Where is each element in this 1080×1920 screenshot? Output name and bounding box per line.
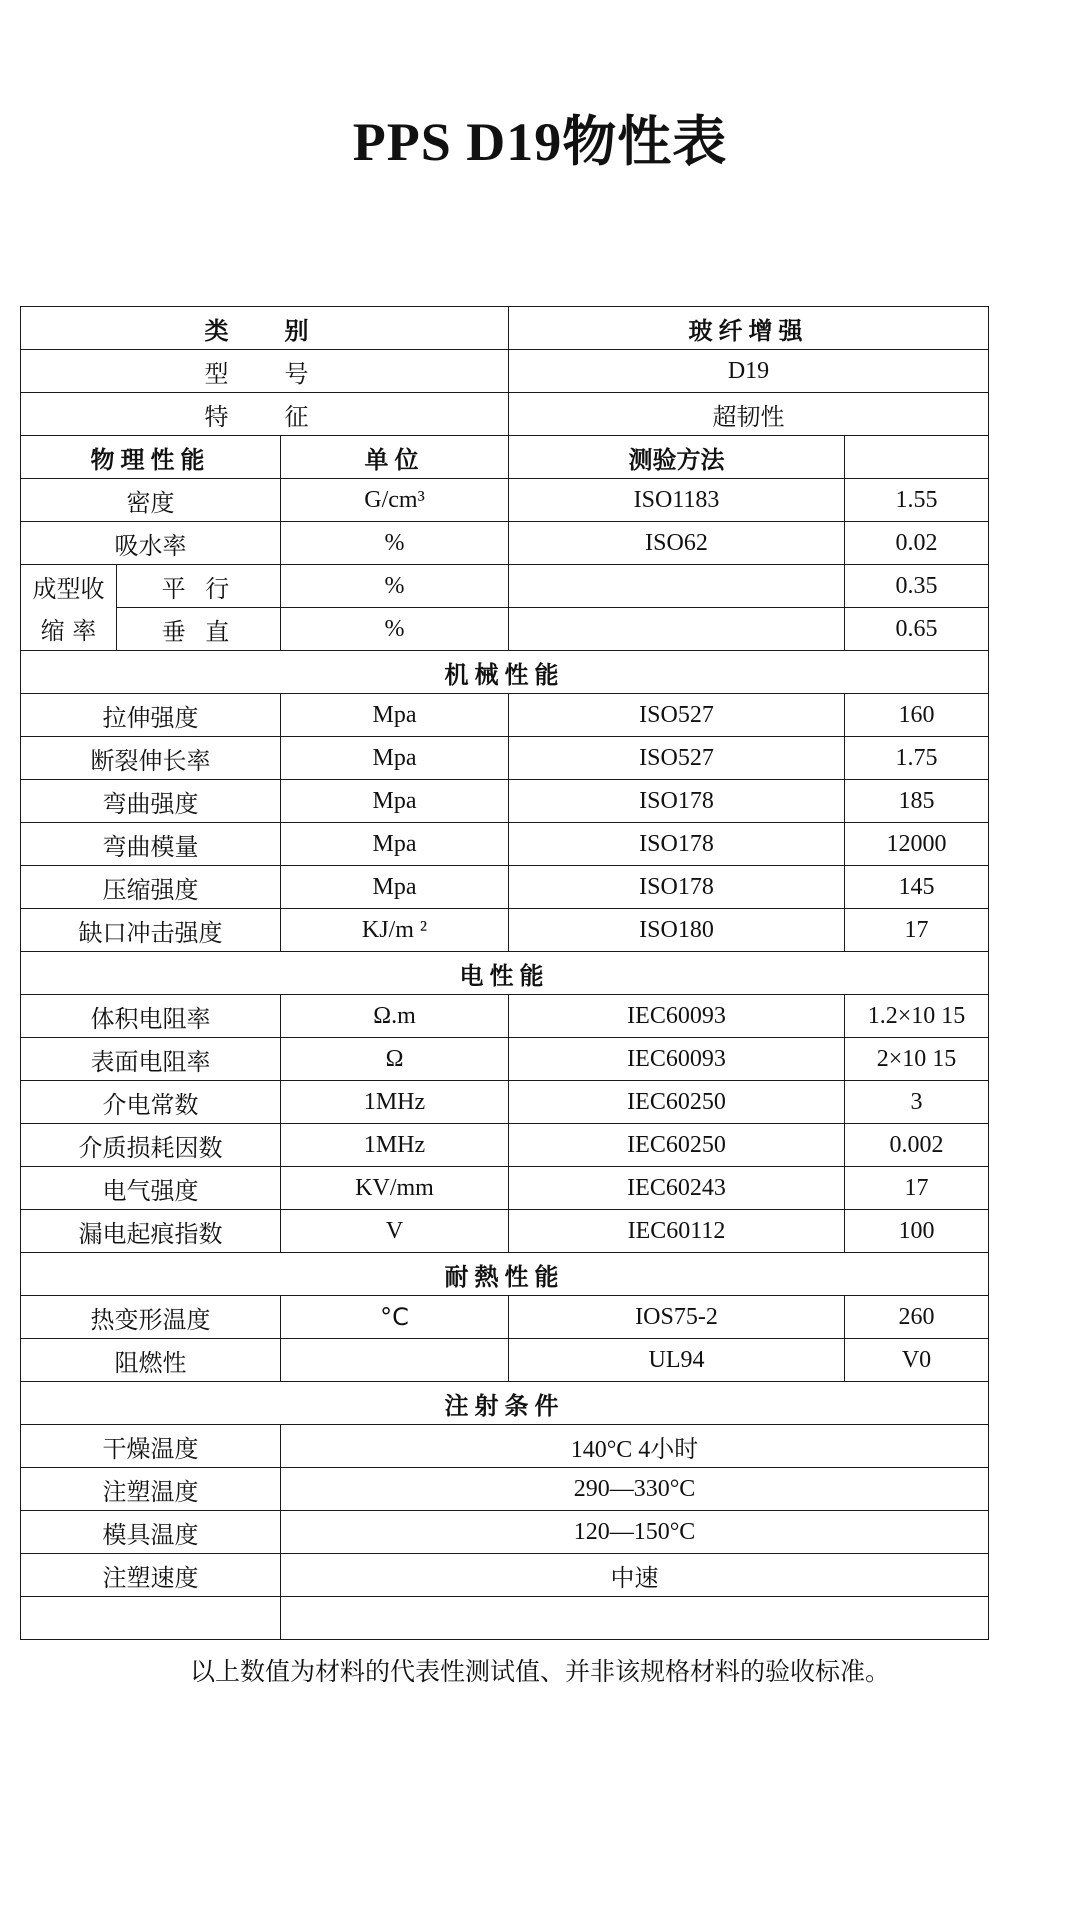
table-row [21,1339,989,1382]
property-name: 平 行 [117,565,281,608]
property-method: UL94 [509,1339,845,1382]
property-method: IOS75-2 [509,1296,845,1339]
property-value: 0.002 [845,1124,989,1167]
property-method: IEC60250 [509,1124,845,1167]
property-method: ISO527 [509,694,845,737]
property-name: 拉伸强度 [21,694,281,737]
property-name: 断裂伸长率 [21,737,281,780]
property-value: V0 [845,1339,989,1382]
table-row [21,608,989,651]
section-title-injection: 注射条件 [21,1382,989,1425]
condition-value: 290—330°C [281,1468,989,1511]
table-row [21,1124,989,1167]
table-row [21,1425,989,1468]
property-name: 阻燃性 [21,1339,281,1382]
model-value: D19 [509,350,989,393]
column-header-property: 物理性能 [21,436,281,479]
property-value: 0.65 [845,608,989,651]
model-label: 型 号 [21,350,509,393]
property-unit: Mpa [281,737,509,780]
property-name: 表面电阻率 [21,1038,281,1081]
property-unit: KV/mm [281,1167,509,1210]
table-row [21,737,989,780]
property-name: 缺口冲击强度 [21,909,281,952]
column-header-value [845,436,989,479]
property-method: ISO178 [509,866,845,909]
property-unit: °C [281,1296,509,1339]
section-title-mechanical: 机械性能 [21,651,989,694]
property-value: 145 [845,866,989,909]
page-title: PPS D19物性表 [352,112,728,172]
property-name: 弯曲模量 [21,823,281,866]
property-unit: G/cm³ [281,479,509,522]
property-value: 17 [845,1167,989,1210]
condition-name: 模具温度 [21,1511,281,1554]
feature-row [21,393,989,436]
property-unit: Mpa [281,694,509,737]
property-name: 介质损耗因数 [21,1124,281,1167]
property-name: 介电常数 [21,1081,281,1124]
category-row [21,307,989,350]
property-unit: % [281,565,509,608]
table-row [21,1081,989,1124]
section-row [21,1382,989,1425]
table-row [21,1210,989,1253]
table-row [21,1038,989,1081]
property-method: ISO178 [509,780,845,823]
condition-value: 中速 [281,1554,989,1597]
shrinkage-label-line-2: 缩 率 [21,608,117,651]
table-row [21,565,989,608]
footnote: 以上数值为材料的代表性测试值、并非该规格材料的验收标准。 [189,1657,890,1686]
table-row [21,823,989,866]
section-row [21,1253,989,1296]
section-row [21,952,989,995]
property-unit: 1MHz [281,1081,509,1124]
property-method [509,565,845,608]
condition-value: 120—150°C [281,1511,989,1554]
property-value: 0.35 [845,565,989,608]
property-unit: % [281,522,509,565]
property-name: 弯曲强度 [21,780,281,823]
feature-value: 超韧性 [509,393,989,436]
property-name: 吸水率 [21,522,281,565]
property-unit: 1MHz [281,1124,509,1167]
property-unit: Mpa [281,866,509,909]
section-row [21,651,989,694]
property-method: IEC60093 [509,995,845,1038]
condition-name: 注塑温度 [21,1468,281,1511]
column-header-row [21,436,989,479]
property-name: 漏电起痕指数 [21,1210,281,1253]
property-method: ISO62 [509,522,845,565]
table-row [21,995,989,1038]
category-value: 玻纤增强 [509,307,989,350]
category-label: 类 别 [21,307,509,350]
shrinkage-label-line-1: 成型收 [21,565,117,608]
property-method: ISO180 [509,909,845,952]
property-name: 体积电阻率 [21,995,281,1038]
property-method: IEC60112 [509,1210,845,1253]
property-unit [281,1339,509,1382]
column-header-method: 测验方法 [509,436,845,479]
property-name: 电气强度 [21,1167,281,1210]
section-title-electrical: 电性能 [21,952,989,995]
property-unit: V [281,1210,509,1253]
property-value: 1.2×10 15 [845,995,989,1038]
table-row [21,909,989,952]
table-row [21,1554,989,1597]
property-method: IEC60250 [509,1081,845,1124]
property-value: 1.55 [845,479,989,522]
property-method: ISO1183 [509,479,845,522]
table-row [21,1296,989,1339]
table-row [21,1167,989,1210]
property-method [509,608,845,651]
table-row [21,1468,989,1511]
property-value: 0.02 [845,522,989,565]
property-name: 密度 [21,479,281,522]
property-table [20,306,989,1640]
table-row [21,694,989,737]
empty-cell [281,1597,989,1640]
condition-value: 140°C 4小时 [281,1425,989,1468]
property-unit: Ω.m [281,995,509,1038]
table-row [21,780,989,823]
empty-cell [21,1597,281,1640]
table-row [21,479,989,522]
section-title-thermal: 耐熱性能 [21,1253,989,1296]
property-value: 3 [845,1081,989,1124]
property-unit: KJ/m ² [281,909,509,952]
property-unit: Ω [281,1038,509,1081]
property-method: ISO527 [509,737,845,780]
empty-row [21,1597,989,1640]
property-value: 17 [845,909,989,952]
property-value: 100 [845,1210,989,1253]
column-header-unit: 单位 [281,436,509,479]
property-unit: Mpa [281,823,509,866]
property-value: 2×10 15 [845,1038,989,1081]
condition-name: 注塑速度 [21,1554,281,1597]
property-value: 1.75 [845,737,989,780]
table-row [21,1511,989,1554]
property-name: 垂 直 [117,608,281,651]
property-method: IEC60093 [509,1038,845,1081]
property-method: IEC60243 [509,1167,845,1210]
table-row [21,866,989,909]
property-name: 热变形温度 [21,1296,281,1339]
property-method: ISO178 [509,823,845,866]
condition-name: 干燥温度 [21,1425,281,1468]
table-row [21,522,989,565]
feature-label: 特 征 [21,393,509,436]
property-value: 260 [845,1296,989,1339]
model-row [21,350,989,393]
property-unit: % [281,608,509,651]
property-name: 压缩强度 [21,866,281,909]
property-value: 185 [845,780,989,823]
property-value: 12000 [845,823,989,866]
property-unit: Mpa [281,780,509,823]
property-value: 160 [845,694,989,737]
